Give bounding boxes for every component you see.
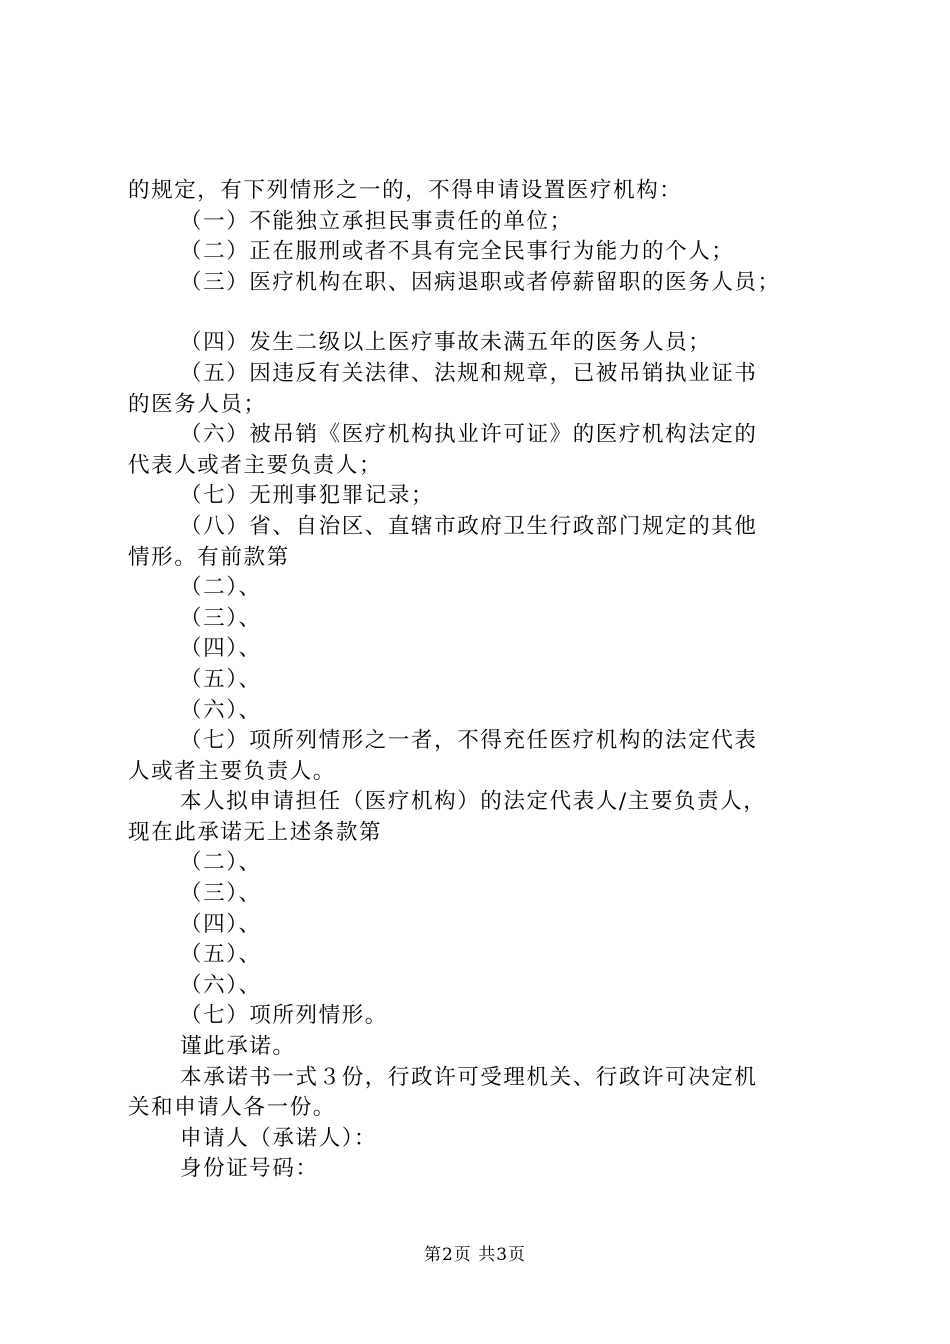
text-line: （六）、 bbox=[180, 697, 262, 723]
text-line: 情形。有前款第 bbox=[128, 544, 290, 570]
text-line: 本人拟申请担任（医疗机构）的法定代表人/主要负责人， bbox=[180, 789, 767, 815]
text-line: （二）正在服刑或者不具有完全民事行为能力的个人； bbox=[180, 239, 735, 265]
text-line: （五）、 bbox=[180, 666, 262, 692]
text-line: （三）、 bbox=[180, 605, 262, 631]
text-line: 现在此承诺无上述条款第 bbox=[128, 819, 383, 845]
text-line: 谨此承诺。 bbox=[180, 1034, 296, 1060]
text-line: （四）、 bbox=[180, 911, 262, 937]
page-footer: 第2页 共3页 bbox=[423, 1245, 527, 1265]
text-line: （二）、 bbox=[180, 575, 262, 601]
text-line: 人或者主要负责人。 bbox=[128, 758, 336, 784]
paragraph-gap bbox=[128, 298, 838, 328]
text-line: 代表人或者主要负责人； bbox=[128, 452, 383, 478]
text-line: （六）、 bbox=[180, 972, 262, 998]
text-line: 的医务人员； bbox=[128, 391, 267, 417]
text-line: （五）因违反有关法律、法规和规章，已被吊销执业证书 bbox=[180, 360, 758, 386]
text-line: （二）、 bbox=[180, 850, 262, 876]
text-line: （七）项所列情形之一者，不得充任医疗机构的法定代表 bbox=[180, 728, 758, 754]
text-line: （三）医疗机构在职、因病退职或者停薪留职的医务人员； bbox=[180, 269, 781, 295]
text-line: （七）无刑事犯罪记录； bbox=[180, 483, 435, 509]
text-line: 的规定，有下列情形之一的，不得申请设置医疗机构： bbox=[128, 178, 683, 203]
text-line: （一）不能独立承担民事责任的单位； bbox=[180, 208, 573, 234]
text-line: （六）被吊销《医疗机构执业许可证》的医疗机构法定的 bbox=[180, 422, 758, 448]
text-line: （七）项所列情形。 bbox=[180, 1003, 388, 1029]
text-line: （四）发生二级以上医疗事故未满五年的医务人员； bbox=[180, 330, 712, 356]
text-line: 申请人（承诺人）： bbox=[180, 1125, 378, 1151]
text-line: （三）、 bbox=[180, 881, 262, 907]
text-line: 本承诺书一式３份，行政许可受理机关、行政许可决定机 bbox=[180, 1064, 758, 1090]
document-body bbox=[128, 176, 838, 1185]
text-line: 身份证号码： bbox=[180, 1156, 319, 1182]
text-line: （五）、 bbox=[180, 942, 262, 968]
text-line: 关和申请人各一份。 bbox=[128, 1095, 336, 1121]
text-line: （四）、 bbox=[180, 636, 262, 662]
text-line: （八）省、自治区、直辖市政府卫生行政部门规定的其他 bbox=[180, 513, 758, 539]
